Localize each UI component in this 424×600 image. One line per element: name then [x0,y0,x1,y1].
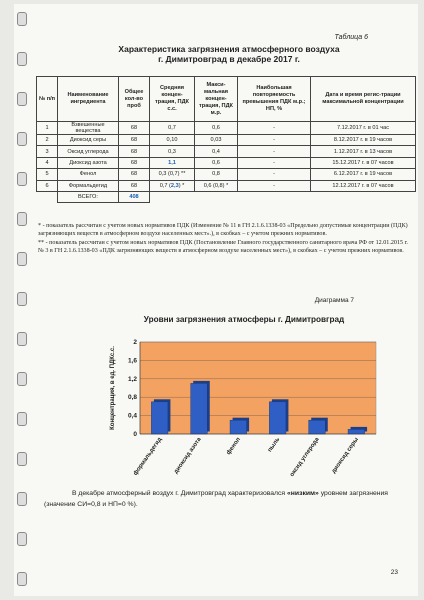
cell-average: 0,10 [150,135,195,146]
cell-date: 8.12.2017 г. в 19 часов [311,135,416,146]
cell-date: 7.12.2017 г. в 01 час [311,122,416,135]
binder-ring [17,52,27,66]
chart-y-tick-label: 0,4 [127,412,137,420]
document-page [14,4,418,596]
cell-ingredient: Диоксид серы [58,135,119,146]
binder-ring [17,172,27,186]
chart-bar [230,420,247,434]
cell-max: 0,03 [195,135,238,146]
col-header-max: Макси-мальная концен-трация, ПДК м.р. [195,77,238,122]
cell-count: 68 [119,146,150,157]
cell-count: 68 [119,122,150,135]
table-total-row [37,191,416,202]
cell-average-highlight: 2,3 [170,182,179,189]
summary-paragraph: В декабре атмосферный воздух г. Димитровград характеризовался «низким» уровнем загрязнения (значение СИ=0,8 и НП=0 %). [44,490,388,508]
binder-ring [17,492,27,506]
table-title-line2: г. Димитровград в декабре 2017 г. [158,54,300,64]
chart-x-tick-label: пыль [267,436,282,454]
binder-ring [17,292,27,306]
table-row [37,169,416,180]
cell-average: 0,3 (0,7) ** [150,169,195,180]
cell-ingredient: Диоксид азота [58,157,119,168]
cell-repeat: - [238,169,311,180]
table-row [37,122,416,135]
cell-number: 3 [37,146,58,157]
cell-repeat: - [238,157,311,168]
cell-max: 0,6 (0,8) * [195,180,238,191]
cell-repeat: - [238,122,311,135]
binder-ring [17,252,27,266]
cell-number: 2 [37,135,58,146]
chart-bar [348,429,365,434]
table-row [37,146,416,157]
binder-ring [17,572,27,586]
cell-ingredient: Фенол [58,169,119,180]
footnote-1: * - показатель рассчитан с учетом новых нормативов ПДК (Изменение № 11 в ГН 2.1.6.1338-03 «Предельно допустимые концентрации (ПДК) загрязняющих веществ в атмосферном воздухе населенных мест».), в скобках – с учетом прежних нормативов. [38,223,408,238]
chart-y-tick-label: 0,8 [127,394,137,402]
chart-bar [151,402,168,434]
cell-repeat: - [238,135,311,146]
chart-plot-area [140,342,376,434]
total-value: 408 [119,191,150,202]
binder-ring [17,412,27,426]
table-row [37,135,416,146]
table-header-row [37,77,416,122]
table-number: Таблица 6 [334,34,368,41]
cell-ingredient: Взвешенные вещества [58,122,119,135]
chart-x-tick-label: диоксид серы [330,436,360,475]
col-header-count: Общее кол-во проб [119,77,150,122]
chart-x-tick-label: оксид углерода [289,436,321,479]
total-label: ВСЕГО: [58,191,119,202]
cell-max: 0,6 [195,122,238,135]
chart-bar [269,402,286,434]
binder-ring [17,452,27,466]
chart-y-tick-label: 1,6 [127,357,137,365]
cell-count: 68 [119,169,150,180]
table-row [37,180,416,191]
cell-average [150,180,195,191]
cell-ingredient: Формальдегид [58,180,119,191]
col-header-repeat: Наибольшая повторяемость превышения ПДК м.р.; НП, % [238,77,311,122]
cell-number: 4 [37,157,58,168]
chart-bar [191,383,208,434]
cell-count: 68 [119,157,150,168]
binder-ring [17,332,27,346]
cell-repeat: - [238,146,311,157]
binder-ring [17,132,27,146]
table-row [37,157,416,168]
cell-number: 5 [37,169,58,180]
cell-count: 68 [119,135,150,146]
cell-max: 0,8 [195,169,238,180]
col-header-ingredient: Наименование ингредиента [58,77,119,122]
binder-ring [17,372,27,386]
footnote-2: ** - показатель рассчитан с учетом новых нормативов ПДК (Постановление Главного государственного санитарного врача РФ от 12.01.2015 г. № 3 в ГН 2.1.6.1338-03 «ПДК загрязняющих веществ в атмосферном воздухе населенных мест»), в скобках – с учетом прежних нормативов. [38,239,408,255]
pollution-table [36,76,416,203]
cell-max: 0,6 [195,157,238,168]
cell-average: 0,7 [150,122,195,135]
chart-y-tick-label: 2 [133,339,137,346]
diagram-label: Диаграмма 7 [314,297,354,304]
cell-repeat: - [238,180,311,191]
binder-ring [17,212,27,226]
chart-x-tick-label: фенол [225,436,242,457]
cell-max: 0,4 [195,146,238,157]
chart-x-tick-label: диоксид азота [173,436,203,476]
chart-x-tick-label: формальдегид [132,436,164,477]
page-number: 23 [390,569,398,576]
chart-y-tick-label: 0 [133,431,137,438]
table-title-line1: Характеристика загрязнения атмосферного воздуха [118,44,340,54]
col-header-average: Средняя концен-трация, ПДК с.с. [150,77,195,122]
binder-ring [17,12,27,26]
chart-title: Уровни загрязнения атмосферы г. Димитровград [143,315,345,324]
col-header-number: № п/п [37,77,58,122]
cell-average-part: 0,7 ( [159,182,171,189]
cell-count: 68 [119,180,150,191]
chart-y-axis-label: Концентрация, в ед. ПДКс.с. [110,346,116,430]
cell-average: 0,3 [150,146,195,157]
cell-date: 1.12.2017 г. в 13 часов [311,146,416,157]
cell-ingredient: Оксид углерода [58,146,119,157]
pollution-bar-chart [94,330,392,486]
chart-y-tick-label: 1,2 [127,375,137,383]
binder-ring [17,92,27,106]
col-header-date: Дата и время регис-трации максимальной концентрации [311,77,416,122]
cell-date: 12.12.2017 г. в 07 часов [311,180,416,191]
binder-ring [17,532,27,546]
cell-average-highlight: 1,1 [150,157,195,168]
footnotes [38,222,412,256]
chart-bar [309,420,326,434]
cell-number: 1 [37,122,58,135]
cell-date: 15.12.2017 г. в 07 часов [311,157,416,168]
cell-date: 6.12.2017 г. в 19 часов [311,169,416,180]
cell-number: 6 [37,180,58,191]
cell-average-part: ) * [178,182,185,189]
